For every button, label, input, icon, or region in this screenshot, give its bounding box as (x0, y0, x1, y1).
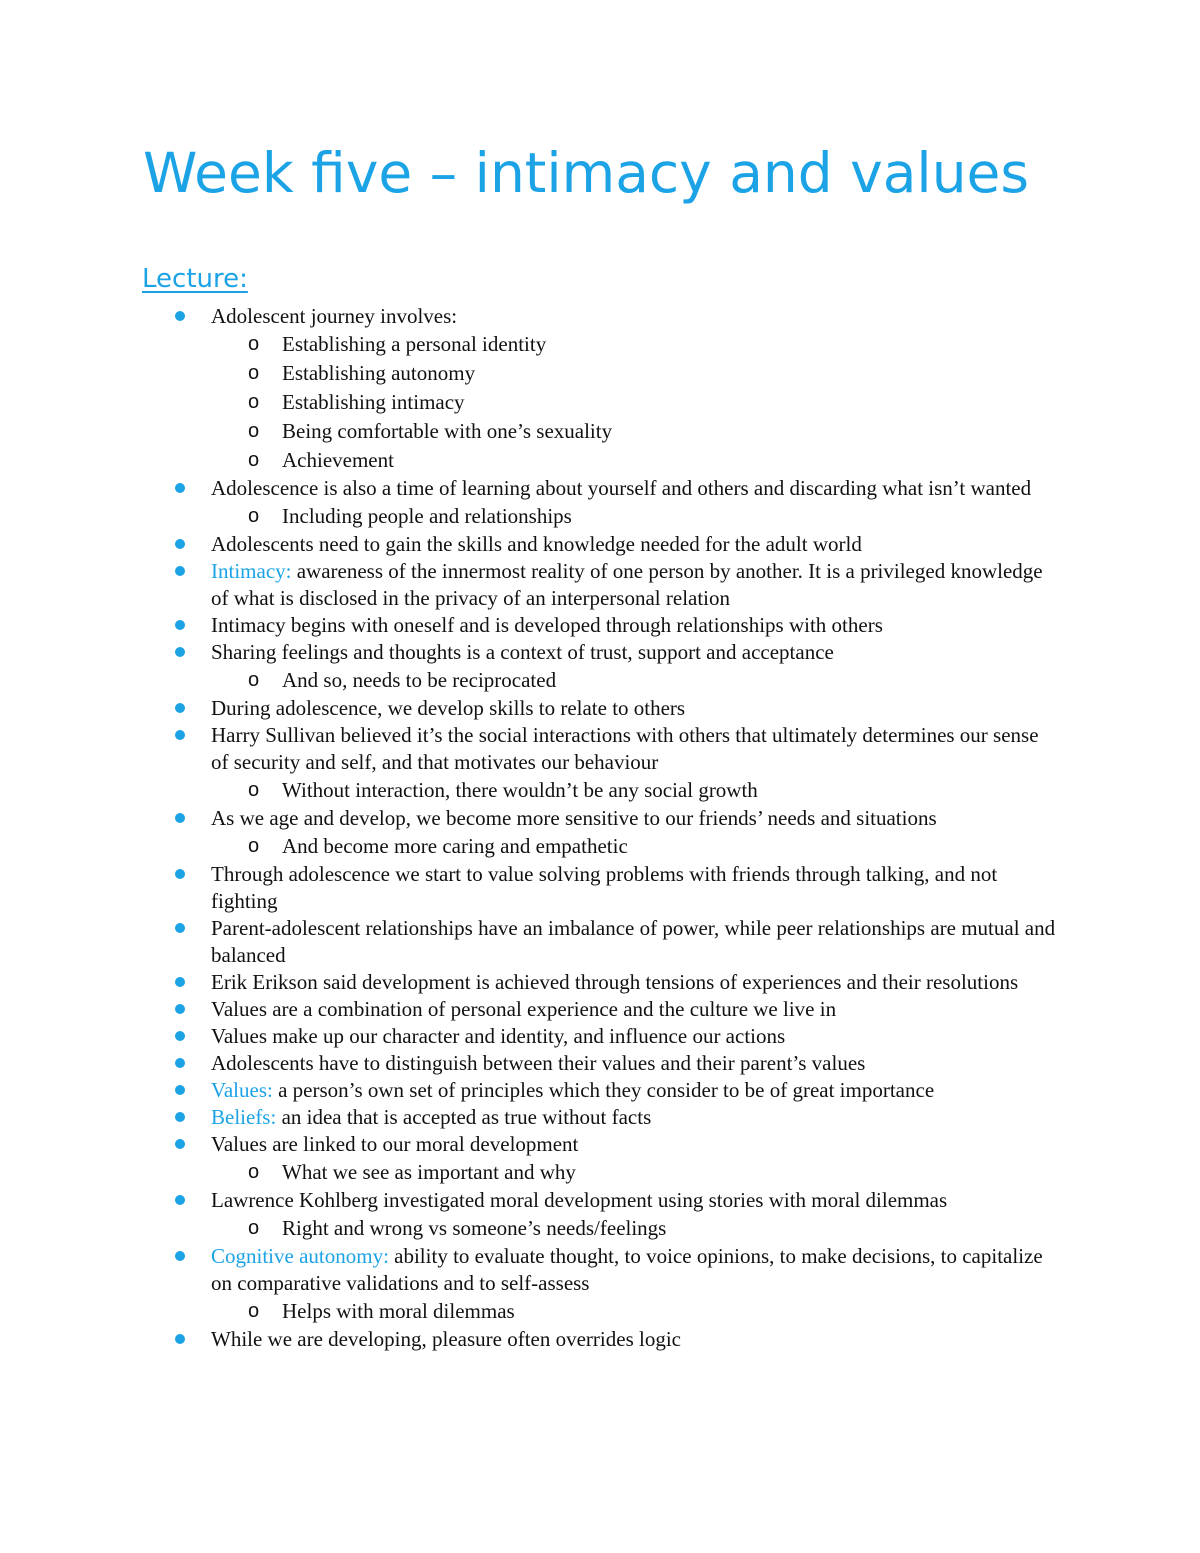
bullet-item (0, 531, 1200, 558)
document-title: Week five – intimacy and values (143, 141, 1030, 205)
bullet-item (0, 861, 1200, 915)
sub-bullet-item (0, 330, 1200, 359)
filled-circle-bullet-icon (175, 647, 185, 657)
bullet-item (0, 1050, 1200, 1077)
term-label: Values: (211, 1078, 273, 1102)
sub-bullet-item (0, 1214, 1200, 1243)
filled-circle-bullet-icon (175, 1058, 185, 1068)
filled-circle-bullet-icon (175, 566, 185, 576)
filled-circle-bullet-icon (175, 1112, 185, 1122)
lecture-notes-list (0, 303, 1200, 1353)
hollow-o-bullet-icon: o (248, 391, 260, 413)
bullet-item (0, 805, 1200, 832)
bullet-item (0, 1243, 1200, 1297)
filled-circle-bullet-icon (175, 813, 185, 823)
item-text: Including people and relationships (282, 504, 572, 528)
item-text: During adolescence, we develop skills to relate to others (211, 696, 686, 720)
item-text: What we see as important and why (282, 1160, 576, 1184)
item-text: Establishing a personal identity (282, 332, 547, 356)
item-text: Values are a combination of personal experience and the culture we live in (211, 997, 837, 1021)
bullet-item (0, 475, 1200, 502)
item-text: Through adolescence we start to value solving problems with friends through talking, and not fighting (211, 862, 998, 913)
item-text: Erik Erikson said development is achieved through tensions of experiences and their resolutions (211, 970, 1019, 994)
filled-circle-bullet-icon (175, 923, 185, 933)
bullet-item (0, 1187, 1200, 1214)
filled-circle-bullet-icon (175, 1085, 185, 1095)
bullet-item (0, 695, 1200, 722)
filled-circle-bullet-icon (175, 311, 185, 321)
filled-circle-bullet-icon (175, 620, 185, 630)
item-text: While we are developing, pleasure often overrides logic (211, 1327, 681, 1351)
filled-circle-bullet-icon (175, 483, 185, 493)
item-text: Adolescence is also a time of learning about yourself and others and discarding what isn’t wanted (211, 476, 1032, 500)
bullet-item (0, 915, 1200, 969)
hollow-o-bullet-icon: o (248, 835, 260, 857)
item-text: Establishing autonomy (282, 361, 476, 385)
item-text: a person’s own set of principles which they consider to be of great importance (272, 1078, 935, 1102)
item-text: Achievement (282, 448, 394, 472)
item-text: Being comfortable with one’s sexuality (282, 419, 613, 443)
sub-bullet-item (0, 502, 1200, 531)
item-text: awareness of the innermost reality of one person by another. It is a privileged knowledge of what is disclosed in the privacy of an interpersonal relation (211, 559, 1043, 610)
sub-bullet-item (0, 359, 1200, 388)
item-text: Values are linked to our moral development (211, 1132, 579, 1156)
item-text: Establishing intimacy (282, 390, 465, 414)
filled-circle-bullet-icon (175, 977, 185, 987)
bullet-item (0, 558, 1200, 612)
filled-circle-bullet-icon (175, 539, 185, 549)
hollow-o-bullet-icon: o (248, 420, 260, 442)
section-heading-lecture: Lecture: (142, 264, 248, 294)
bullet-item (0, 996, 1200, 1023)
bullet-item (0, 722, 1200, 776)
sub-bullet-item (0, 1158, 1200, 1187)
hollow-o-bullet-icon: o (248, 779, 260, 801)
filled-circle-bullet-icon (175, 730, 185, 740)
filled-circle-bullet-icon (175, 1251, 185, 1261)
sub-bullet-item (0, 388, 1200, 417)
bullet-item (0, 969, 1200, 996)
hollow-o-bullet-icon: o (248, 505, 260, 527)
bullet-item (0, 612, 1200, 639)
item-text: Intimacy begins with oneself and is developed through relationships with others (211, 613, 883, 637)
item-text: Adolescents need to gain the skills and knowledge needed for the adult world (211, 532, 862, 556)
sub-bullet-item (0, 417, 1200, 446)
bullet-item (0, 1326, 1200, 1353)
hollow-o-bullet-icon: o (248, 1300, 260, 1322)
sub-bullet-item (0, 446, 1200, 475)
sub-bullet-item (0, 1297, 1200, 1326)
filled-circle-bullet-icon (175, 703, 185, 713)
bullet-item (0, 639, 1200, 666)
item-text: Parent-adolescent relationships have an imbalance of power, while peer relationships are mutual and balanced (211, 916, 1056, 967)
hollow-o-bullet-icon: o (248, 1217, 260, 1239)
hollow-o-bullet-icon: o (248, 449, 260, 471)
bullet-item (0, 1077, 1200, 1104)
term-label: Beliefs: (211, 1105, 277, 1129)
hollow-o-bullet-icon: o (248, 1161, 260, 1183)
filled-circle-bullet-icon (175, 1004, 185, 1014)
filled-circle-bullet-icon (175, 1334, 185, 1344)
hollow-o-bullet-icon: o (248, 669, 260, 691)
sub-bullet-item (0, 776, 1200, 805)
item-text: Sharing feelings and thoughts is a context of trust, support and acceptance (211, 640, 834, 664)
sub-bullet-item (0, 832, 1200, 861)
item-text: Adolescents have to distinguish between their values and their parent’s values (211, 1051, 866, 1075)
item-text: Values make up our character and identity, and influence our actions (211, 1024, 786, 1048)
filled-circle-bullet-icon (175, 1031, 185, 1041)
term-label: Cognitive autonomy: (211, 1244, 389, 1268)
item-text: Lawrence Kohlberg investigated moral development using stories with moral dilemmas (211, 1188, 948, 1212)
item-text: ability to evaluate thought, to voice opinions, to make decisions, to capitalize on comparative validations and to self-assess (211, 1244, 1043, 1295)
item-text: Adolescent journey involves: (211, 304, 458, 328)
filled-circle-bullet-icon (175, 869, 185, 879)
item-text: Harry Sullivan believed it’s the social interactions with others that ultimately determines our sense of security and self, and that motivates our behaviour (211, 723, 1039, 774)
hollow-o-bullet-icon: o (248, 333, 260, 355)
bullet-item (0, 303, 1200, 330)
bullet-item (0, 1023, 1200, 1050)
bullet-item (0, 1131, 1200, 1158)
sub-bullet-item (0, 666, 1200, 695)
item-text: And so, needs to be reciprocated (282, 668, 557, 692)
item-text: Without interaction, there wouldn’t be any social growth (282, 778, 758, 802)
item-text: an idea that is accepted as true without facts (276, 1105, 652, 1129)
item-text: As we age and develop, we become more sensitive to our friends’ needs and situations (211, 806, 937, 830)
hollow-o-bullet-icon: o (248, 362, 260, 384)
filled-circle-bullet-icon (175, 1139, 185, 1149)
item-text: Helps with moral dilemmas (282, 1299, 515, 1323)
bullet-item (0, 1104, 1200, 1131)
filled-circle-bullet-icon (175, 1195, 185, 1205)
item-text: And become more caring and empathetic (282, 834, 628, 858)
term-label: Intimacy: (211, 559, 292, 583)
item-text: Right and wrong vs someone’s needs/feelings (282, 1216, 667, 1240)
